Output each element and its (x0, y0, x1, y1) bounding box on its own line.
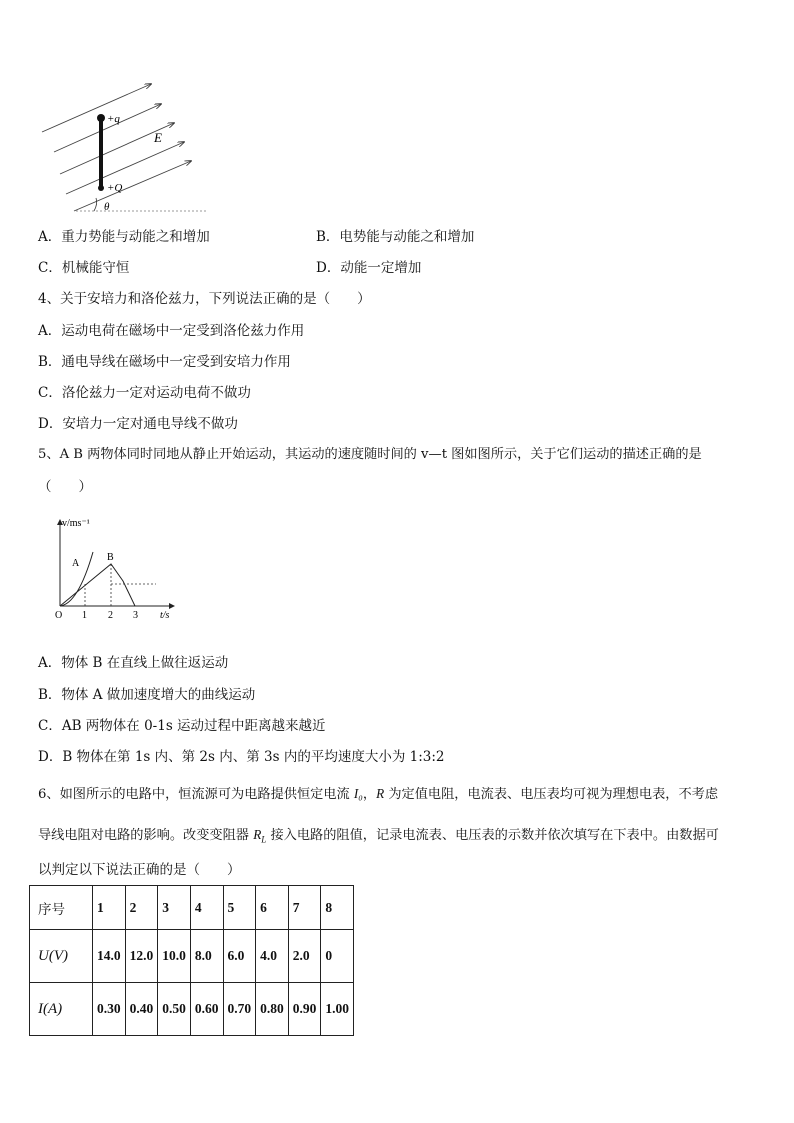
q4-stem: 4、关于安培力和洛伦兹力，下列说法正确的是（ ） (38, 291, 371, 307)
table-header-voltage: U(V) (30, 930, 93, 983)
charge-bottom-label: +Q (107, 182, 123, 194)
x-axis-label: t/s (160, 610, 170, 621)
table-cell: 0.50 (158, 983, 191, 1036)
table-row-index (30, 886, 354, 930)
table-cell: 5 (223, 886, 256, 930)
angle-label: θ (104, 201, 110, 213)
q3-option-b: B．电势能与动能之和增加 (316, 229, 475, 245)
table-row-current (30, 983, 354, 1036)
q6-symbol-r: R (376, 786, 385, 801)
table-row-voltage (30, 930, 354, 983)
table-cell: 4 (190, 886, 223, 930)
q6-stem-line2 (38, 826, 719, 849)
table-cell: 0.40 (125, 983, 158, 1036)
table-cell: 0.80 (256, 983, 289, 1036)
table-cell: 0.70 (223, 983, 256, 1036)
table-header-index: 序号 (30, 886, 93, 930)
q6-symbol-rl: R (253, 827, 262, 842)
q5-stem-line1: 5、A B 两物体同时同地从静止开始运动，其运动的速度随时间的 v—t 图如图所示，关于它们运动的描述正确的是 (38, 447, 702, 462)
q4-option-c: C．洛伦兹力一定对运动电荷不做功 (38, 385, 251, 401)
q5-option-a: A．物体 B 在直线上做往返运动 (38, 655, 229, 671)
charge-top-dot (97, 114, 105, 122)
table-cell: 7 (288, 886, 321, 930)
origin-label: O (55, 610, 63, 621)
q4-option-d: D．安培力一定对通电导线不做功 (38, 416, 238, 432)
charge-top-label: +q (107, 113, 120, 125)
table-cell: 4.0 (256, 930, 289, 983)
q5-stem-line2: （ ） (38, 479, 92, 495)
table-cell: 10.0 (158, 930, 191, 983)
table-cell: 8.0 (190, 930, 223, 983)
table-cell: 6.0 (223, 930, 256, 983)
q6-stem-text-1: 6、如图所示的电路中，恒流源可为电路提供恒定电流 (38, 787, 354, 802)
q3-option-d: D．动能一定增加 (316, 260, 422, 276)
angle-arc (94, 198, 97, 211)
q6-stem-text-4: 导线电阻对电路的影响。改变变阻器 (38, 828, 254, 843)
table-cell: 0 (321, 930, 354, 983)
y-axis-label: v/ms⁻¹ (62, 518, 90, 529)
q4-option-a: A．运动电荷在磁场中一定受到洛伦兹力作用 (38, 323, 305, 339)
q6-stem-line3: 以判定以下说法正确的是（ ） (38, 862, 241, 878)
table-cell: 0.90 (288, 983, 321, 1036)
curve-a-label: A (72, 558, 80, 569)
table-header-current: I(A) (30, 983, 93, 1036)
tick-label-3: 3 (133, 610, 138, 621)
line-b-label: B (107, 552, 114, 563)
q6-symbol-i0: I₀ (353, 786, 363, 801)
vt-graph-figure (48, 512, 188, 624)
q5-option-d: D．B 物体在第 1s 内、第 2s 内、第 3s 内的平均速度大小为 1:3:2 (38, 749, 445, 765)
table-cell: 0.30 (93, 983, 126, 1036)
q4-option-b: B．通电导线在磁场中一定受到安培力作用 (38, 354, 291, 370)
table-cell: 2 (125, 886, 158, 930)
table-cell: 8 (321, 886, 354, 930)
q3-option-c: C．机械能守恒 (38, 260, 130, 276)
q6-stem-text-2: ， (362, 787, 377, 802)
q6-stem-line1 (38, 785, 718, 804)
table-cell: 6 (256, 886, 289, 930)
tick-label-2: 2 (108, 610, 113, 621)
q6-stem-text-3: 为定值电阻，电流表、电压表均可视为理想电表，不考虑 (384, 787, 719, 802)
q5-option-b: B．物体 A 做加速度增大的曲线运动 (38, 687, 256, 703)
table-cell: 1 (93, 886, 126, 930)
table-cell: 1.00 (321, 983, 354, 1036)
electric-field-figure (36, 70, 226, 220)
q6-stem-text-5: 接入电路的阻值，记录电流表、电压表的示数并依次填写在下表中。由数据可 (266, 828, 719, 843)
table-cell: 0.60 (190, 983, 223, 1036)
table-cell: 3 (158, 886, 191, 930)
q3-option-a: A．重力势能与动能之和增加 (38, 229, 210, 245)
tick-label-1: 1 (82, 610, 87, 621)
table-cell: 12.0 (125, 930, 158, 983)
q5-option-c: C．AB 两物体在 0-1s 运动过程中距离越来越近 (38, 718, 326, 734)
field-label: E (154, 130, 162, 145)
table-cell: 2.0 (288, 930, 321, 983)
q6-data-table (29, 885, 354, 1036)
q6-symbol-rl-sub: L (261, 834, 267, 845)
table-cell: 14.0 (93, 930, 126, 983)
charge-bottom-dot (98, 185, 104, 191)
